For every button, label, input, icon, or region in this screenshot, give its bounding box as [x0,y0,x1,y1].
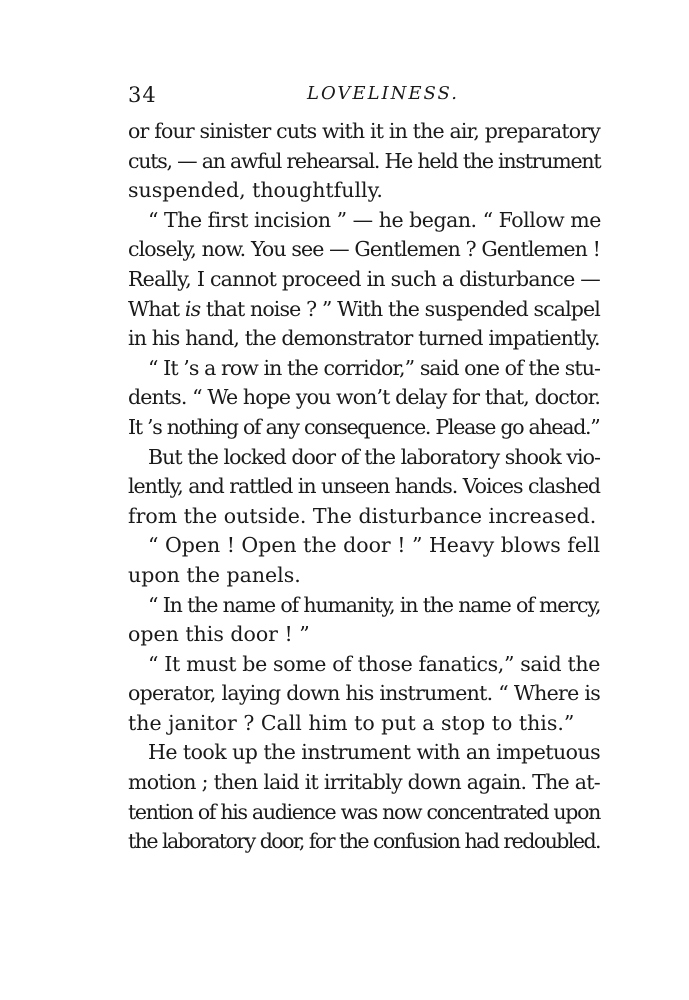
text-line: the janitor ? Call him to put a stop to this.” [128,710,575,735]
body-text [128,117,600,857]
running-title: LOVELINESS. [307,83,459,104]
paragraph-1 [128,117,600,206]
text-line: But the locked door of the laboratory shook vio- [148,444,600,469]
paragraph-3 [128,354,600,443]
text-line: It ’s nothing of any consequence. Please go ahead.” [128,414,600,439]
text-line: upon the panels. [128,562,301,587]
emphasis: is [184,296,201,321]
text-line: cuts, — an awful rehearsal. He held the instrument [128,148,601,173]
text-line: operator, laying down his instrument. “ Where is [128,681,600,706]
text-line: dents. “ We hope you won’t delay for that, doctor. [128,385,600,410]
text-line: motion ; then laid it irritably down again. The at- [128,770,600,795]
text-line: Really, I cannot proceed in such a disturbance — [128,266,600,291]
text-line: “ In the name of humanity, in the name of mercy, [148,592,601,617]
text-line: “ It must be some of those fanatics,” said the [148,651,600,676]
text-line: tention of his audience was now concentrated upon [128,799,600,824]
text-line: What is that noise ? ” With the suspended scalpel [128,296,600,321]
text-line: the laboratory door, for the confusion had redoubled. [128,829,600,854]
paragraph-7 [128,650,600,739]
page-number: 34 [128,83,157,107]
text-line: “ Open ! Open the door ! ” Heavy blows fell [148,533,600,558]
paragraph-2 [128,206,600,354]
text-line: or four sinister cuts with it in the air, preparatory [128,119,600,143]
text-line: closely, now. You see — Gentlemen ? Gentlemen ! [128,237,600,262]
page-header [128,83,598,113]
text-line: “ The first incision ” — he began. “ Follow me [148,207,601,232]
text-line: suspended, thoughtfully. [128,178,383,203]
paragraph-8 [128,738,600,856]
paragraph-4 [128,443,600,532]
text-line: in his hand, the demonstrator turned impatiently. [128,326,600,351]
text-line: lently, and rattled in unseen hands. Voices clashed [128,474,600,499]
paragraph-6 [128,591,600,650]
text-line: “ It ’s a row in the corridor,” said one of the stu- [148,355,600,380]
text-line: from the outside. The disturbance increased. [128,503,597,528]
text-line: He took up the instrument with an impetuous [148,740,601,765]
paragraph-5 [128,531,600,590]
text-line: open this door ! ” [128,622,310,647]
